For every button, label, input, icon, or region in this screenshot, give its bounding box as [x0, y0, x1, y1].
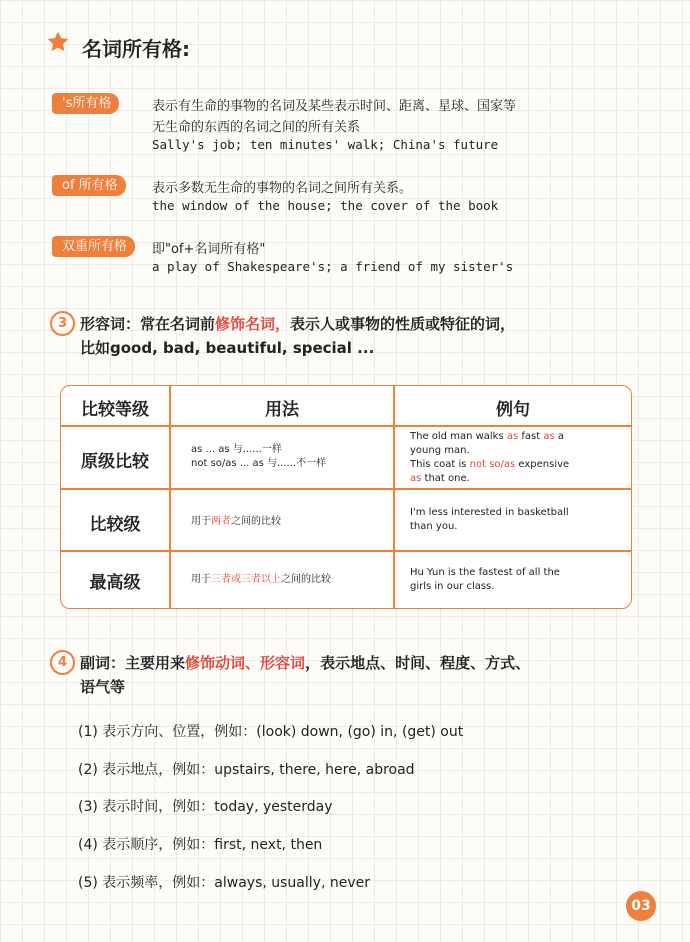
- example-line: [410, 444, 569, 458]
- cell-text: 之间的比较: [281, 574, 331, 585]
- cell-text: 用于: [191, 574, 211, 585]
- usage-cell: [191, 515, 281, 529]
- example-cell: [410, 506, 569, 534]
- desc-line: 表示有生命的事物的名词及某些表示时间、距离、星球、国家等: [152, 99, 517, 114]
- cell-text: Hu Yun is the fastest of all the: [410, 567, 560, 578]
- highlight-text: as: [506, 431, 519, 442]
- adverb-separator: 、: [245, 654, 261, 672]
- comparison-table: [60, 385, 632, 609]
- adjective-examples: 比如good, bad, beautiful, special ...: [80, 339, 375, 357]
- cell-text: 之间的比较: [231, 516, 281, 527]
- table-divider: [61, 550, 631, 552]
- section-number-badge: 4: [50, 650, 75, 675]
- example-line: [410, 520, 569, 534]
- cell-text: fast: [518, 431, 544, 442]
- cell-text: young man.: [410, 445, 470, 456]
- cell-text: I'm less interested in basketball: [410, 507, 569, 518]
- cell-text: The old man walks: [410, 431, 507, 442]
- table-header: 用法: [265, 400, 299, 420]
- example-cell: [410, 430, 569, 486]
- cell-text: than you.: [410, 521, 458, 532]
- usage-line: as ... as 与......一样: [191, 444, 282, 455]
- highlight-text: 两者: [211, 516, 231, 527]
- example-line: [410, 566, 560, 580]
- desc-line: 表示多数无生命的事物的名词之间所有关系。: [152, 181, 413, 196]
- usage-cell: [191, 443, 326, 471]
- table-divider: [61, 425, 631, 427]
- highlight-text: not so/as: [469, 459, 516, 470]
- adverb-definition-cont: 语气等: [80, 678, 126, 696]
- tag-of-possessive: of 所有格: [52, 175, 126, 196]
- usage-line: [191, 515, 281, 529]
- section-number-badge: 3: [50, 311, 75, 336]
- table-header: 例句: [496, 400, 530, 420]
- row-header: 比较级: [89, 515, 141, 535]
- list-item: (2) 表示地点，例如：upstairs, there, here, abroad: [78, 762, 415, 778]
- example-line: the window of the house; the cover of the book: [152, 198, 499, 213]
- desc-line: 即"of+名词所有格": [152, 242, 266, 257]
- adverb-highlight: 修饰动词: [185, 654, 246, 672]
- adverb-text: ，表示地点、时间、程度、方式、: [305, 654, 531, 672]
- list-item: (1) 表示方向、位置，例如：(look) down, (go) in, (get) out: [78, 724, 464, 740]
- list-item: (3) 表示时间，例如：today, yesterday: [78, 799, 333, 815]
- example-line: a play of Shakespeare's; a friend of my sister's: [152, 259, 514, 274]
- star-icon: [46, 30, 70, 54]
- cell-text: girls in our class.: [410, 581, 495, 592]
- example-line: [410, 580, 560, 594]
- adverb-highlight: 形容词: [260, 654, 306, 672]
- page-number: 03: [626, 891, 656, 921]
- example-line: [410, 458, 569, 472]
- cell-text: a: [554, 431, 564, 442]
- adjective-definition: [80, 313, 515, 334]
- example-line: [410, 430, 569, 444]
- cell-text: 用于: [191, 516, 211, 527]
- tag-s-possessive: 's所有格: [52, 93, 119, 114]
- row-header: 最高级: [89, 573, 141, 593]
- usage-cell: [191, 573, 331, 587]
- cell-text: This coat is: [410, 459, 470, 470]
- usage-line: not so/as ... as 与......不一样: [191, 458, 327, 469]
- adjective-text: 形容词：常在名词前: [80, 315, 216, 333]
- adjective-text: 表示人或事物的性质或特征的词，: [290, 315, 516, 333]
- highlight-text: 三者或三者以上: [211, 574, 281, 585]
- example-line: [410, 506, 569, 520]
- list-item: (4) 表示顺序，例如：first, next, then: [78, 837, 323, 853]
- example-cell: [410, 566, 560, 594]
- page-title: 名词所有格:: [82, 37, 190, 61]
- adverb-definition: [80, 652, 530, 673]
- list-item: (5) 表示频率，例如：always, usually, never: [78, 875, 370, 891]
- table-divider: [61, 488, 631, 490]
- cell-text: expensive: [515, 459, 570, 470]
- row-header: 原级比较: [81, 452, 149, 472]
- example-line: Sally's job; ten minutes' walk; China's future: [152, 137, 499, 152]
- highlight-text: as: [410, 473, 422, 484]
- example-line: [410, 472, 569, 486]
- table-header: 比较等级: [81, 400, 149, 420]
- usage-line: [191, 573, 331, 587]
- cell-text: that one.: [421, 473, 470, 484]
- adverb-text: 副词：主要用来: [80, 654, 186, 672]
- desc-line: 无生命的东西的名词之间的所有关系: [152, 120, 361, 135]
- highlight-text: as: [543, 431, 555, 442]
- tag-double-possessive: 双重所有格: [52, 236, 135, 257]
- adjective-highlight: 修饰名词，: [215, 315, 291, 333]
